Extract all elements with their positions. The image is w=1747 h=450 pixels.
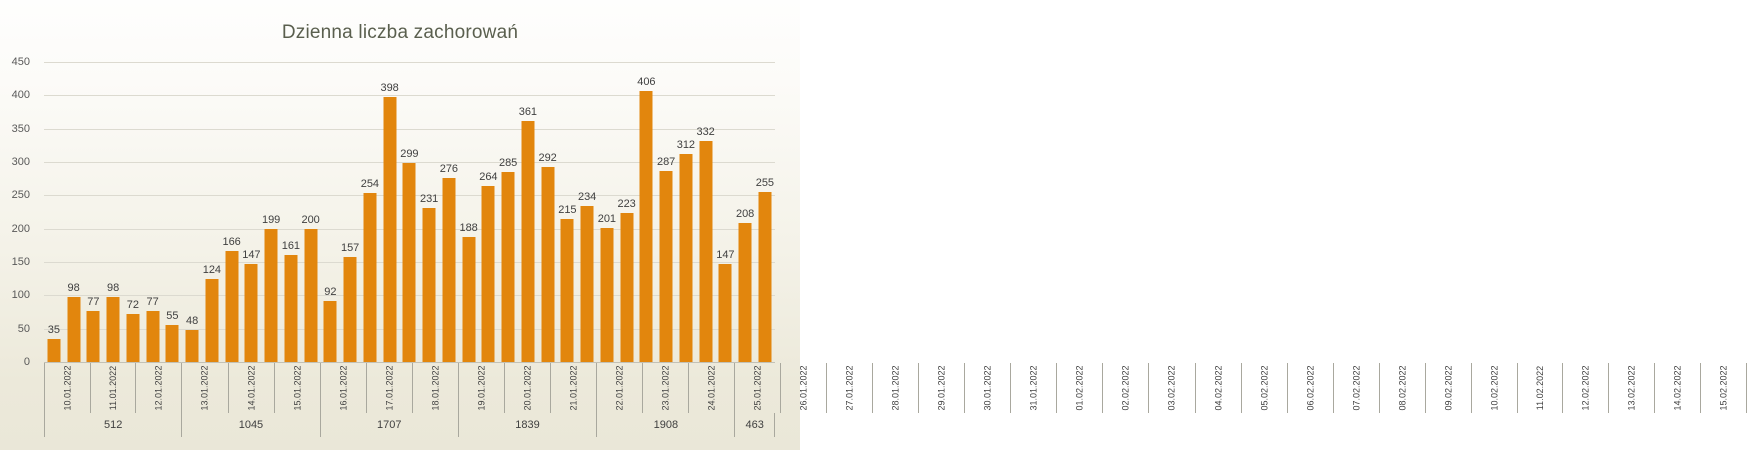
bar	[561, 219, 574, 362]
date-axis-cell	[182, 363, 228, 413]
date-axis-cell	[1472, 363, 1518, 413]
date-axis-cell	[1103, 363, 1149, 413]
date-axis-cell	[136, 363, 182, 413]
bar	[699, 141, 712, 362]
bar	[87, 311, 100, 362]
bar	[442, 178, 455, 362]
bar-slot	[84, 62, 104, 362]
bar	[166, 325, 179, 362]
date-axis-label: 20.01.2022	[522, 365, 533, 411]
date-axis-cell	[1288, 363, 1334, 413]
y-tick-label: 300	[11, 156, 30, 168]
bar-slot	[577, 62, 597, 362]
date-axis-cell	[873, 363, 919, 413]
date-axis-label: 13.01.2022	[200, 365, 211, 411]
bar-slot	[755, 62, 775, 362]
bar-slot	[340, 62, 360, 362]
bar	[403, 163, 416, 362]
date-axis-cell	[413, 363, 459, 413]
bar-value-label: 292	[538, 152, 557, 165]
date-axis-label: 17.01.2022	[384, 365, 395, 411]
bar-value-label: 147	[242, 249, 261, 261]
group-axis-label: 1707	[321, 413, 459, 437]
date-axis-cell	[597, 363, 643, 413]
date-axis-cell	[735, 363, 781, 413]
date-axis-cell	[1196, 363, 1242, 413]
plot-area	[44, 62, 775, 362]
bar-value-label: 35	[47, 323, 60, 336]
bar	[304, 229, 317, 362]
date-axis-cell	[689, 363, 735, 413]
date-axis-label: 22.01.2022	[614, 365, 625, 411]
date-axis-label: 21.01.2022	[568, 365, 579, 411]
bar	[679, 154, 692, 362]
bar-value-label: 161	[281, 239, 301, 252]
bar-value-label: 48	[186, 315, 199, 327]
bar-value-label: 299	[400, 147, 419, 160]
bar	[541, 167, 554, 362]
group-axis-label: 463	[735, 413, 775, 437]
bar-value-label: 98	[67, 281, 80, 294]
bar-value-label: 264	[479, 171, 498, 183]
date-axis-cell	[275, 363, 321, 413]
date-axis-cell	[321, 363, 367, 413]
date-axis-label: 13.02.2022	[1626, 365, 1637, 411]
bar-value-label: 287	[656, 155, 676, 168]
bar-slot	[301, 62, 321, 362]
bar	[423, 208, 436, 362]
bar-value-label: 231	[419, 193, 439, 206]
bar	[521, 121, 534, 362]
bar	[205, 279, 218, 362]
date-axis-label: 11.02.2022	[1535, 365, 1546, 411]
date-axis-label: 26.01.2022	[798, 365, 809, 411]
bar-slot	[321, 62, 341, 362]
bar-value-label: 98	[107, 281, 120, 294]
date-axis-cell	[1701, 363, 1747, 413]
bar-slot	[498, 62, 518, 362]
bar	[620, 213, 633, 362]
y-tick-label: 150	[11, 256, 30, 268]
date-axis-cell	[367, 363, 413, 413]
bar	[462, 237, 475, 362]
bar-slot	[103, 62, 123, 362]
date-axis-label: 09.02.2022	[1443, 365, 1454, 411]
date-axis-label: 05.02.2022	[1259, 365, 1270, 411]
date-axis-label: 04.02.2022	[1213, 365, 1224, 411]
bar-value-label: 124	[202, 264, 222, 277]
y-axis	[0, 56, 36, 368]
bar-value-label: 77	[87, 295, 100, 308]
bar-slot	[360, 62, 380, 362]
bar-value-label: 77	[146, 295, 159, 308]
bar	[383, 97, 396, 362]
y-tick-label: 250	[11, 189, 30, 202]
bar-slot	[637, 62, 657, 362]
bar-slot	[716, 62, 736, 362]
date-axis-label: 24.01.2022	[706, 365, 717, 411]
bar-value-label: 215	[558, 203, 577, 216]
bar-slot	[182, 62, 202, 362]
date-axis-cell	[1334, 363, 1380, 413]
bar	[67, 297, 80, 362]
y-tick-label: 200	[11, 222, 30, 235]
bar	[225, 251, 238, 362]
bar	[758, 192, 771, 362]
bar-value-label: 332	[696, 125, 715, 138]
bar-value-label: 72	[126, 299, 139, 311]
bar-slot	[597, 62, 617, 362]
bar-slot	[735, 62, 755, 362]
bar-slot	[202, 62, 222, 362]
bar-value-label: 361	[518, 106, 538, 119]
date-axis-cell	[505, 363, 551, 413]
date-axis-cell	[1426, 363, 1472, 413]
category-axis	[44, 363, 1729, 437]
date-axis-label: 29.01.2022	[936, 365, 947, 411]
group-axis-label: 1045	[182, 413, 320, 437]
date-axis-cell	[919, 363, 965, 413]
bar	[719, 264, 732, 362]
date-axis-cell	[1242, 363, 1288, 413]
date-axis-cell	[1149, 363, 1195, 413]
bar	[324, 301, 337, 362]
bar-slot	[419, 62, 439, 362]
date-axis-label: 25.01.2022	[752, 365, 763, 411]
bar	[146, 311, 159, 362]
bar	[640, 91, 653, 362]
bar-value-label: 398	[380, 81, 399, 94]
bar-slot	[261, 62, 281, 362]
date-axis-cell	[965, 363, 1011, 413]
date-axis-label: 30.01.2022	[982, 365, 993, 411]
bar-slot	[439, 62, 459, 362]
bar-slot	[558, 62, 578, 362]
group-axis-label: 512	[44, 413, 182, 437]
bar	[344, 257, 357, 362]
chart-title: Dzienna liczba zachorowań	[281, 22, 519, 43]
date-axis-cell	[1057, 363, 1103, 413]
date-axis-cell	[551, 363, 597, 413]
date-axis-cell	[1609, 363, 1655, 413]
bar-slot	[518, 62, 538, 362]
bar-slot	[64, 62, 84, 362]
date-axis-cell	[1518, 363, 1563, 413]
bar-value-label: 255	[755, 177, 775, 189]
date-axis-label: 11.01.2022	[108, 365, 119, 411]
bar	[600, 228, 613, 362]
bar-slot	[479, 62, 499, 362]
date-axis-label: 12.01.2022	[153, 365, 164, 411]
group-axis-row	[44, 413, 775, 437]
date-axis-label: 27.01.2022	[844, 365, 855, 411]
bar-slot	[676, 62, 696, 362]
bar	[126, 314, 139, 362]
date-axis-label: 03.02.2022	[1166, 365, 1177, 411]
date-axis-cell	[827, 363, 873, 413]
bar	[739, 223, 752, 362]
date-axis-cell	[781, 363, 827, 413]
y-tick-label: 0	[23, 356, 30, 368]
date-axis-cell	[1380, 363, 1426, 413]
y-tick-label: 400	[11, 89, 30, 102]
date-axis-label: 16.01.2022	[338, 365, 349, 411]
date-axis-label: 18.01.2022	[430, 365, 441, 411]
bar-value-label: 223	[617, 198, 636, 211]
bar-value-label: 276	[439, 163, 459, 176]
bar-slot	[123, 62, 143, 362]
group-axis-label: 1839	[459, 413, 597, 437]
bar	[284, 255, 297, 362]
bar-value-label: 208	[735, 208, 755, 221]
bar-value-label: 234	[577, 191, 597, 203]
bar	[186, 330, 199, 362]
date-axis-label: 15.02.2022	[1718, 365, 1729, 411]
date-axis-label: 31.01.2022	[1028, 365, 1039, 411]
bar	[47, 339, 60, 362]
bar-value-label: 92	[324, 285, 337, 298]
bar-slot	[617, 62, 637, 362]
date-axis-cell	[459, 363, 505, 413]
group-axis-label: 1908	[597, 413, 735, 437]
bar-value-label: 157	[340, 242, 360, 255]
y-tick-label: 350	[11, 122, 30, 135]
date-axis-cell	[91, 363, 136, 413]
bar-value-label: 188	[459, 221, 478, 234]
date-axis-label: 10.01.2022	[62, 365, 73, 411]
date-axis-cell	[1563, 363, 1609, 413]
bar-value-label: 200	[301, 213, 320, 226]
bars	[44, 62, 775, 362]
y-tick-label: 450	[11, 56, 30, 68]
date-axis-cell	[1011, 363, 1057, 413]
y-tick-label: 50	[17, 322, 30, 335]
bar-value-label: 312	[676, 139, 696, 152]
bar-slot	[459, 62, 479, 362]
bar-slot	[696, 62, 716, 362]
date-axis-label: 12.02.2022	[1580, 365, 1591, 411]
bar-slot	[143, 62, 163, 362]
bar	[107, 297, 120, 362]
bar	[502, 172, 515, 362]
bar-slot	[163, 62, 183, 362]
bar-slot	[400, 62, 420, 362]
bar-slot	[538, 62, 558, 362]
bar-slot	[656, 62, 676, 362]
date-axis-row	[44, 363, 1729, 413]
bar	[265, 229, 278, 362]
bar	[363, 193, 376, 362]
bar-slot	[222, 62, 242, 362]
date-axis-cell	[1655, 363, 1701, 413]
bar-value-label: 254	[360, 177, 380, 190]
bar-slot	[242, 62, 262, 362]
bar	[660, 171, 673, 362]
bar-slot	[281, 62, 301, 362]
bar-value-label: 147	[716, 249, 735, 261]
bar-value-label: 285	[498, 157, 518, 170]
date-axis-label: 23.01.2022	[660, 365, 671, 411]
bar-value-label: 406	[637, 76, 656, 89]
date-axis-label: 02.02.2022	[1120, 365, 1131, 411]
date-axis-label: 08.02.2022	[1397, 365, 1408, 411]
y-tick-label: 100	[11, 289, 30, 302]
date-axis-label: 07.02.2022	[1351, 365, 1362, 411]
bar	[581, 206, 594, 362]
date-axis-label: 10.02.2022	[1489, 365, 1500, 411]
date-axis-cell	[643, 363, 689, 413]
bar-value-label: 166	[222, 236, 241, 249]
date-axis-label: 06.02.2022	[1305, 365, 1316, 411]
date-axis-label: 14.02.2022	[1672, 365, 1683, 411]
bar-value-label: 55	[166, 310, 179, 323]
bar-value-label: 199	[261, 214, 281, 227]
bar-slot	[44, 62, 64, 362]
date-axis-cell	[44, 363, 91, 413]
bar-slot	[380, 62, 400, 362]
date-axis-label: 19.01.2022	[476, 365, 487, 411]
bar	[482, 186, 495, 362]
date-axis-label: 15.01.2022	[292, 365, 303, 411]
date-axis-label: 14.01.2022	[246, 365, 257, 411]
bar-value-label: 201	[597, 213, 617, 225]
date-axis-label: 01.02.2022	[1074, 365, 1085, 411]
date-axis-label: 28.01.2022	[890, 365, 901, 411]
date-axis-cell	[229, 363, 275, 413]
bar	[245, 264, 258, 362]
